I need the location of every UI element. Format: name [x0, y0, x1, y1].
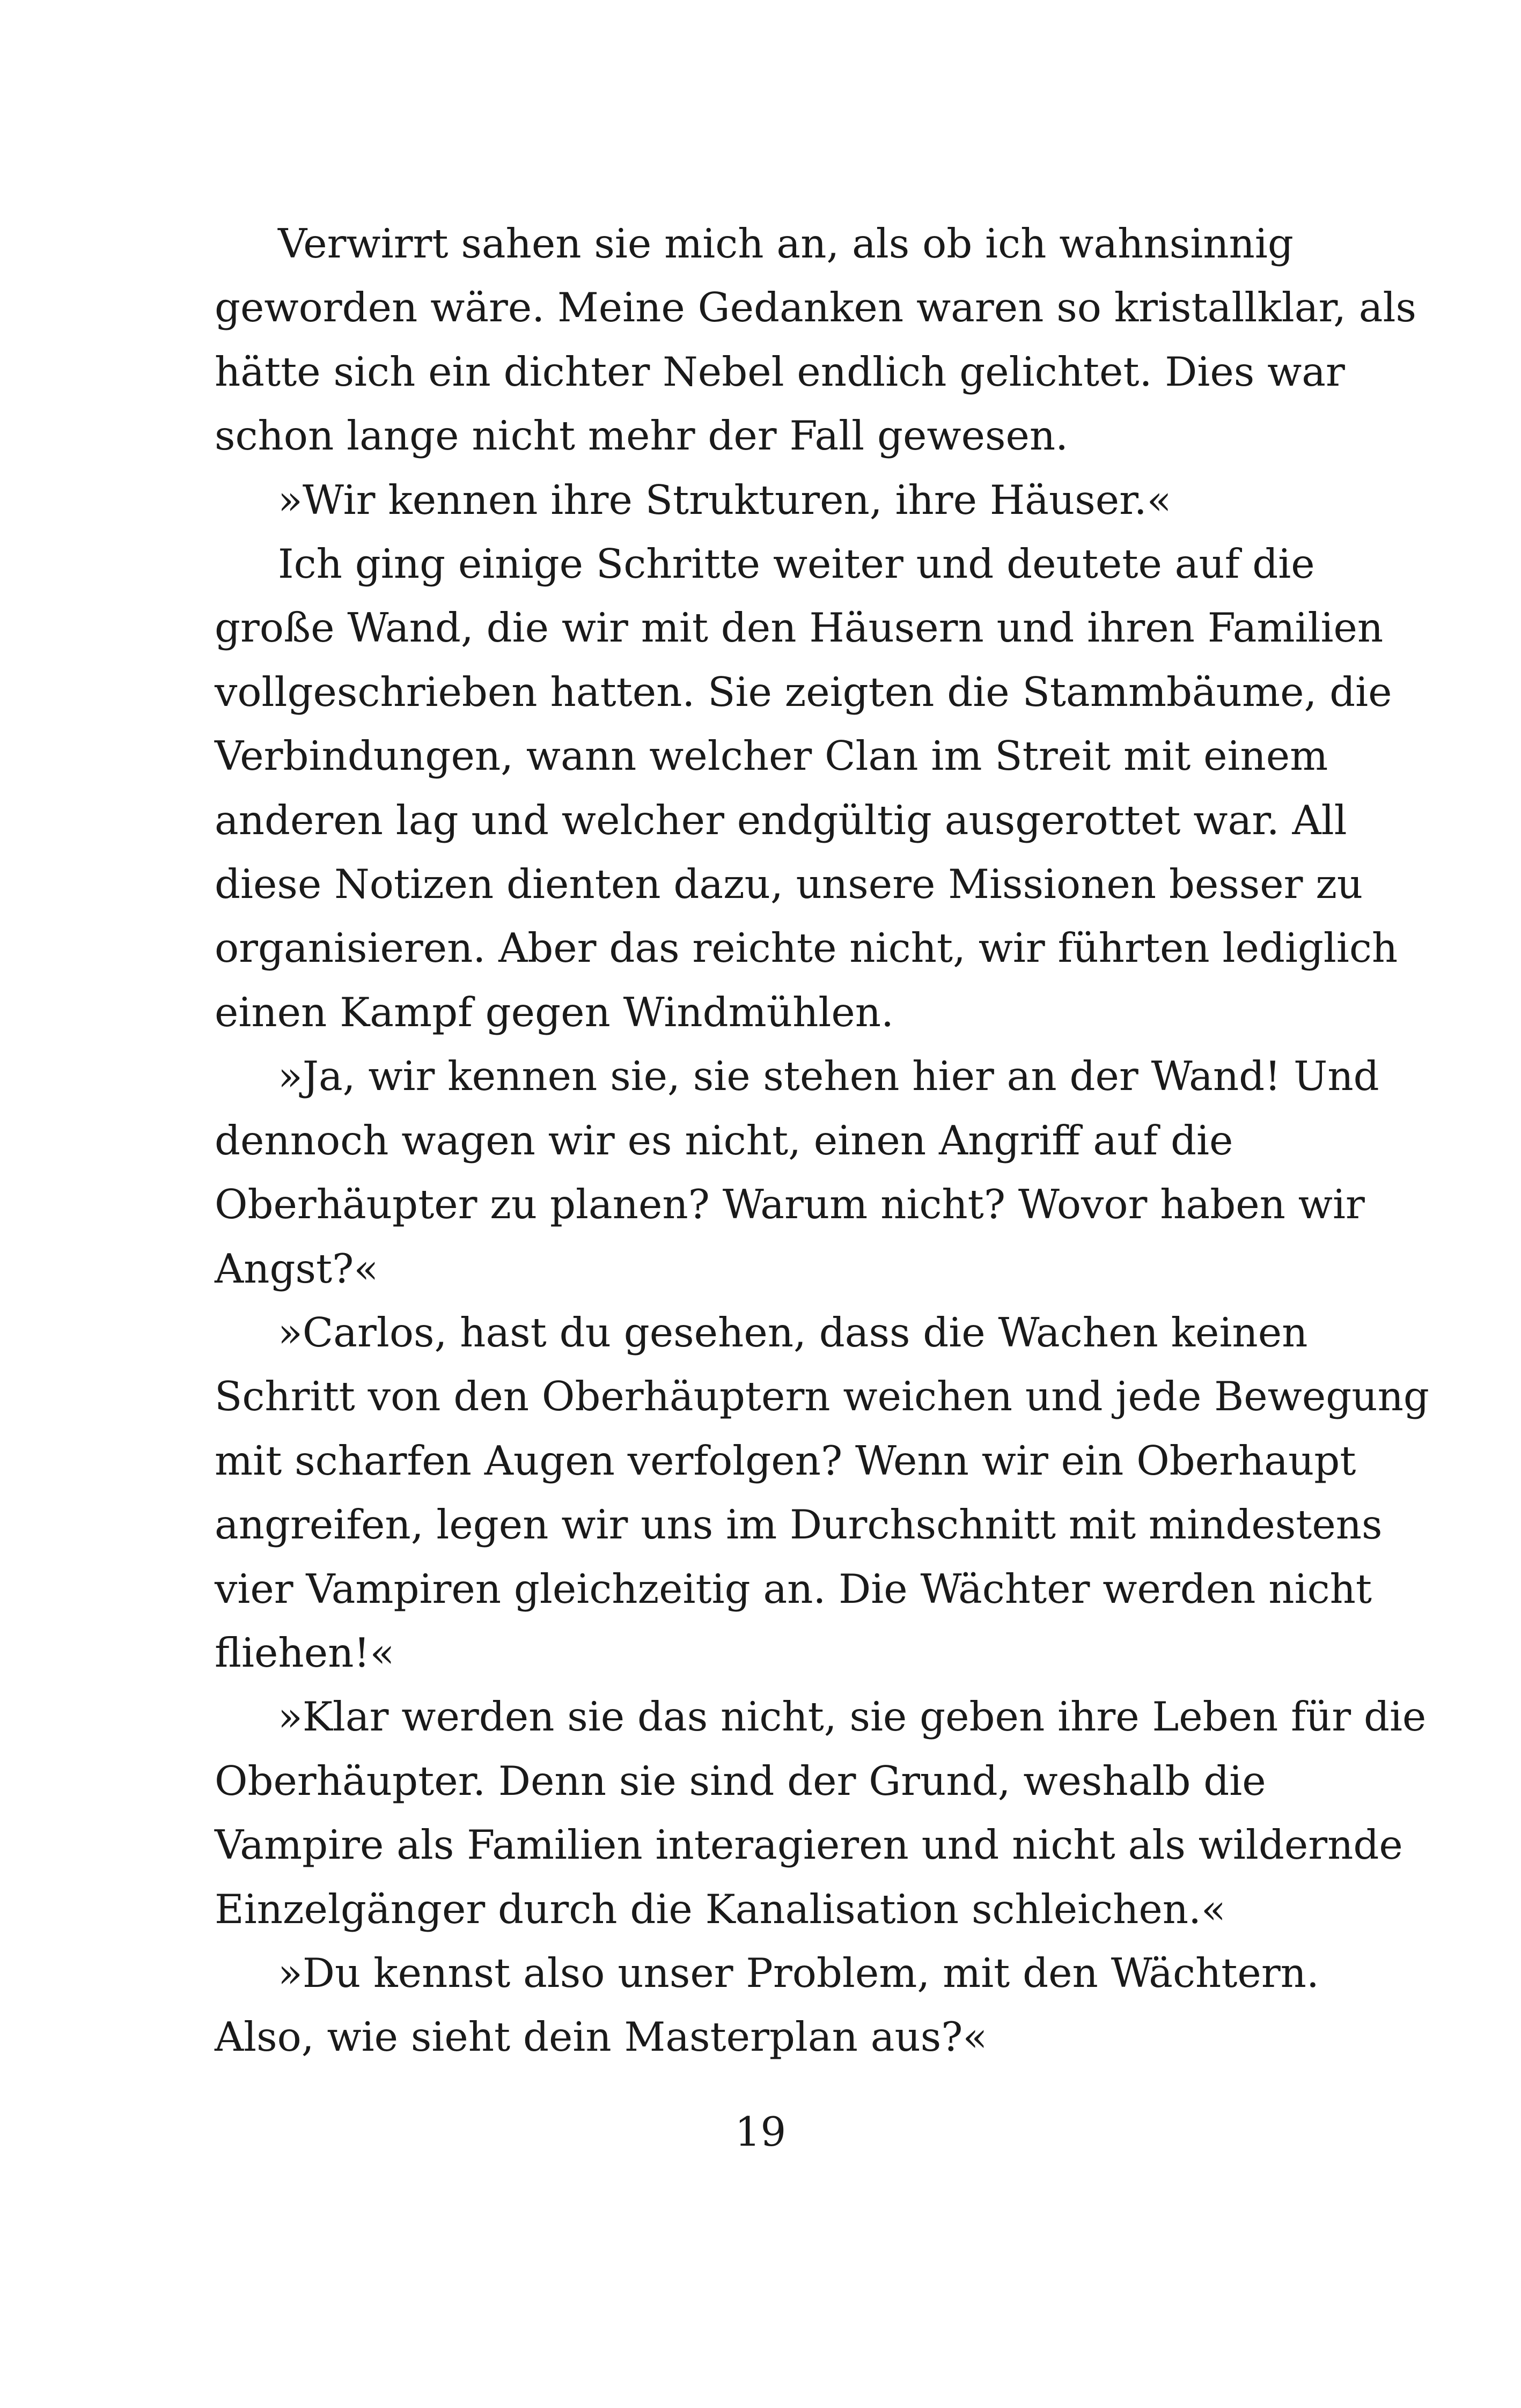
text-line: »Wir kennen ihre Strukturen, ihre Häuser.«	[278, 476, 1172, 524]
text-line: einen Kampf gegen Windmühlen.	[215, 988, 894, 1036]
text-line: mit scharfen Augen verfolgen? Wenn wir ein Oberhaupt	[215, 1437, 1356, 1484]
text-line: hätte sich ein dichter Nebel endlich gelichtet. Dies war	[215, 348, 1345, 395]
text-line: Ich ging einige Schritte weiter und deutete auf die	[278, 540, 1315, 588]
text-line: große Wand, die wir mit den Häusern und ihren Familien	[215, 604, 1384, 652]
text-line: anderen lag und welcher endgültig ausgerottet war. All	[215, 796, 1347, 844]
text-line: Angst?«	[215, 1244, 379, 1292]
text-line: schon lange nicht mehr der Fall gewesen.	[215, 412, 1068, 460]
paragraph	[215, 1301, 1429, 1685]
text-line: »Ja, wir kennen sie, sie stehen hier an der Wand! Und	[278, 1052, 1379, 1100]
paragraph	[215, 1685, 1427, 1941]
text-line: Einzelgänger durch die Kanalisation schleichen.«	[215, 1885, 1226, 1933]
text-line: fliehen!«	[215, 1629, 395, 1676]
text-line: Oberhäupter. Denn sie sind der Grund, weshalb die	[215, 1757, 1266, 1805]
paragraph	[215, 212, 1416, 468]
text-line: geworden wäre. Meine Gedanken waren so kristallklar, als	[215, 284, 1416, 332]
text-line: Vampire als Familien interagieren und nicht als wildernde	[215, 1821, 1403, 1869]
paragraph	[215, 1941, 1325, 2070]
paragraph	[215, 1044, 1379, 1301]
text-line: »Du kennst also unser Problem, mit den Wächtern.	[278, 1949, 1319, 1997]
text-line: vier Vampiren gleichzeitig an. Die Wächter werden nicht	[215, 1565, 1372, 1612]
text-line: diese Notizen dienten dazu, unsere Missionen besser zu	[215, 860, 1363, 908]
text-line: dennoch wagen wir es nicht, einen Angriff auf die	[215, 1116, 1233, 1164]
text-line: Oberhäupter zu planen? Warum nicht? Wovor haben wir	[215, 1181, 1365, 1228]
text-line: »Carlos, hast du gesehen, dass die Wachen keinen	[278, 1308, 1308, 1356]
paragraph	[215, 532, 1398, 1044]
text-line: Also, wie sieht dein Masterplan aus?«	[215, 2013, 988, 2061]
text-line: organisieren. Aber das reichte nicht, wir führten lediglich	[215, 924, 1398, 972]
page-number: 19	[734, 2108, 787, 2155]
text-line: angreifen, legen wir uns im Durchschnitt mit mindestens	[215, 1501, 1383, 1549]
paragraph	[215, 468, 1325, 532]
text-line: Verwirrt sahen sie mich an, als ob ich wahnsinnig	[278, 220, 1294, 267]
text-line: Schritt von den Oberhäuptern weichen und jede Bewegung	[215, 1373, 1429, 1420]
text-line: vollgeschrieben hatten. Sie zeigten die Stammbäume, die	[215, 668, 1392, 716]
body-text	[215, 212, 1429, 2070]
text-line: »Klar werden sie das nicht, sie geben ihre Leben für die	[278, 1693, 1427, 1741]
text-line: Verbindungen, wann welcher Clan im Streit mit einem	[215, 732, 1328, 780]
